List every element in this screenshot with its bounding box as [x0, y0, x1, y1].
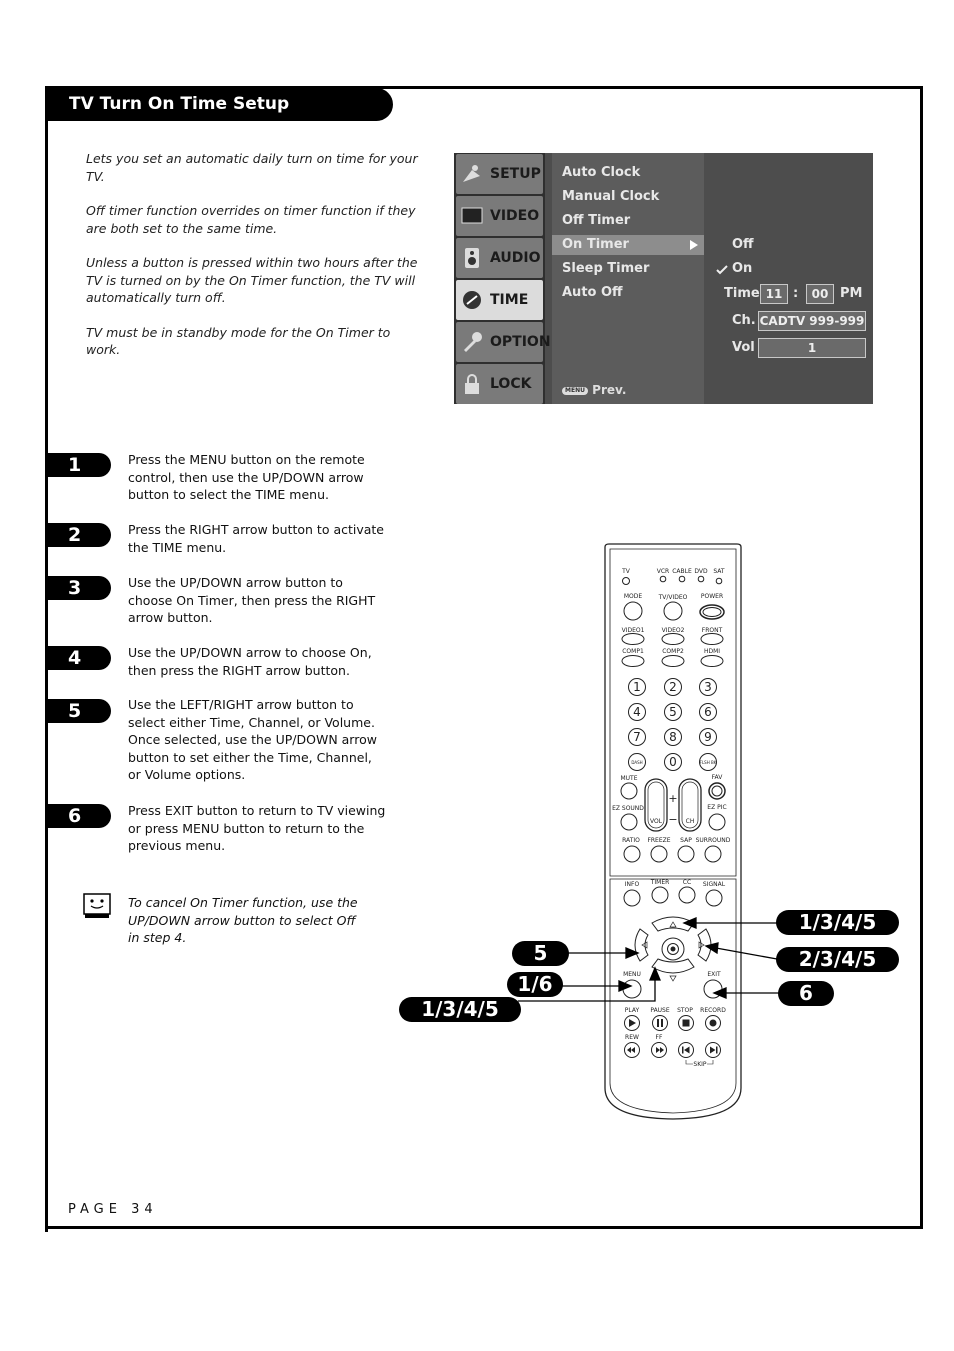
- arrowhead-left: [626, 948, 638, 958]
- osd-time-separator: :: [793, 286, 799, 301]
- vol-label: VOL: [649, 818, 663, 825]
- digit-label: 7: [633, 730, 641, 744]
- stop-button-label: STOP: [677, 1007, 693, 1014]
- arrowhead-exit: [714, 988, 726, 998]
- mute-button-label: MUTE: [620, 775, 638, 782]
- surround-button-label: SURROUND: [695, 837, 731, 844]
- osd-hour-field: 11: [760, 284, 788, 304]
- osd-category-label: AUDIO: [490, 250, 541, 266]
- osd-item-off-timer: Off Timer: [562, 213, 631, 228]
- cc-button-label: CC: [682, 879, 692, 886]
- digit-label: 2: [669, 680, 677, 694]
- ratio-button-label: RATIO: [622, 837, 640, 844]
- video1-button-label: VIDEO1: [621, 627, 645, 634]
- page-number: PAGE 34: [68, 1202, 158, 1217]
- osd-sub-time-label: Time: [724, 286, 760, 301]
- mode-label-sat: SAT: [713, 568, 725, 575]
- ch-label: CH: [685, 818, 695, 825]
- mode-label-cable: CABLE: [672, 568, 692, 575]
- osd-item-label: On Timer: [562, 237, 629, 252]
- flashback-label: FLSH BK: [699, 760, 717, 765]
- play-button-label: PLAY: [624, 1007, 640, 1014]
- arrowhead-menu: [619, 981, 631, 991]
- osd-item-sleep-timer: Sleep Timer: [562, 261, 650, 276]
- rew-button-label: REW: [625, 1034, 639, 1041]
- step-number-2: 2: [48, 523, 111, 547]
- osd-sub-off: Off: [732, 237, 754, 252]
- step-text-4: Use the UP/DOWN arrow to choose On, then press the RIGHT arrow button.: [128, 645, 372, 678]
- dash-label: DASH: [631, 760, 643, 765]
- osd-category-label: TIME: [490, 292, 529, 308]
- intro-paragraph: Lets you set an automatic daily turn on time for your TV.: [86, 151, 418, 184]
- front-button-label: FRONT: [701, 627, 723, 634]
- comp2-button-label: COMP2: [662, 648, 684, 655]
- callout-exit-button: 6: [778, 981, 834, 1006]
- osd-item-manual-clock: Manual Clock: [562, 189, 660, 204]
- callout-up-arrow: 1/3/4/5: [776, 910, 899, 935]
- menu-key-badge: MENU: [562, 387, 588, 395]
- step-number-3: 3: [48, 576, 111, 600]
- digit-label: 9: [704, 730, 712, 744]
- osd-category-label: VIDEO: [490, 208, 540, 224]
- step-text-2: Press the RIGHT arrow button to activate the TIME menu.: [128, 522, 384, 555]
- digit-label: 1: [633, 680, 641, 694]
- digit-label: 0: [669, 755, 677, 769]
- section-title: TV Turn On Time Setup: [45, 88, 393, 121]
- step-text-5: Use the LEFT/RIGHT arrow button to select either Time, Channel, or Volume. Once selected, use the UP/DOWN arrow button to set either the Time, Channel, or Volume options.: [128, 697, 377, 783]
- osd-channel-field: CADTV 999-999: [758, 311, 866, 331]
- callout-right-arrow: 2/3/4/5: [776, 947, 899, 972]
- osd-category-label: LOCK: [490, 376, 532, 392]
- freeze-button-label: FREEZE: [647, 837, 671, 844]
- osd-sub-on: On: [732, 261, 753, 276]
- digit-label: 3: [704, 680, 712, 694]
- skip-label: SKIP: [693, 1061, 707, 1068]
- intro-paragraph: Off timer function overrides on timer function if they are both set to the same time.: [86, 203, 416, 236]
- comp1-button-label: COMP1: [622, 648, 644, 655]
- video2-button-label: VIDEO2: [661, 627, 685, 634]
- osd-category-label: OPTION: [490, 334, 551, 350]
- osd-minute-field: 00: [806, 284, 834, 304]
- step-text-1: Press the MENU button on the remote control, then use the UP/DOWN arrow button to select the TIME menu.: [128, 452, 365, 503]
- arrowhead-right: [706, 943, 718, 953]
- callout-down-arrow: 1/3/4/5: [399, 997, 521, 1022]
- ez-pic-button-label: EZ PIC: [707, 804, 727, 811]
- intro-paragraph: TV must be in standby mode for the On Timer to work.: [86, 324, 391, 357]
- osd-volume-field: 1: [758, 338, 866, 358]
- sap-button-label: SAP: [680, 837, 692, 844]
- hdmi-button-label: HDMI: [703, 648, 721, 655]
- callout-left-arrow: 5: [512, 941, 569, 966]
- osd-item-auto-clock: Auto Clock: [562, 165, 641, 180]
- osd-sub-vol-label: Vol: [732, 340, 755, 355]
- ez-sound-button-label: EZ SOUND: [612, 805, 644, 812]
- digit-label: 8: [669, 730, 677, 744]
- note-text: To cancel On Timer function, use the UP/DOWN arrow button to select Off in step 4.: [128, 895, 358, 945]
- info-button-label: INFO: [624, 881, 640, 888]
- digit-label: 6: [704, 705, 712, 719]
- osd-prev-label: Prev.: [592, 383, 627, 397]
- arrowhead-down: [650, 968, 660, 980]
- pause-button-label: PAUSE: [650, 1007, 670, 1014]
- callout-line-right: [716, 948, 777, 959]
- step-number-5: 5: [48, 699, 111, 723]
- minus-symbol: −: [668, 813, 678, 826]
- step-number-1: 1: [48, 453, 111, 477]
- arrowhead-up: [684, 918, 696, 928]
- mode-label-tv: TV: [622, 568, 630, 575]
- osd-item-auto-off: Auto Off: [562, 285, 623, 300]
- exit-button-label: EXIT: [707, 971, 721, 978]
- osd-category-label: SETUP: [490, 166, 541, 182]
- record-button-label: RECORD: [700, 1007, 726, 1014]
- signal-button-label: SIGNAL: [702, 881, 726, 888]
- menu-button-label: MENU: [623, 971, 641, 978]
- mode-button-label: MODE: [623, 593, 643, 600]
- step-text-3: Use the UP/DOWN arrow button to choose On Timer, then press the RIGHT arrow button.: [128, 575, 376, 626]
- step-text-6: Press EXIT button to return to TV viewing or press MENU button to return to the previous menu.: [128, 803, 386, 854]
- ff-button-label: FF: [655, 1034, 663, 1041]
- fav-button-label: FAV: [711, 774, 723, 781]
- step-number-4: 4: [48, 646, 111, 670]
- plus-symbol: +: [668, 792, 678, 805]
- digit-label: 5: [669, 705, 677, 719]
- timer-button-label: TIMER: [650, 879, 670, 886]
- digit-label: 4: [633, 705, 641, 719]
- intro-paragraph: Unless a button is pressed within two hours after the TV is turned on by the On Timer function, the TV will automatically turn off.: [86, 255, 418, 305]
- osd-sub-ch-label: Ch.: [732, 313, 756, 328]
- callout-menu-button: 1/6: [507, 972, 563, 997]
- power-button-label: POWER: [700, 593, 724, 600]
- mode-label-vcr: VCR: [656, 568, 670, 575]
- tv-video-button-label: TV/VIDEO: [658, 594, 688, 601]
- mode-label-dvd: DVD: [694, 568, 708, 575]
- step-number-6: 6: [48, 804, 111, 828]
- osd-ampm: PM: [840, 286, 863, 301]
